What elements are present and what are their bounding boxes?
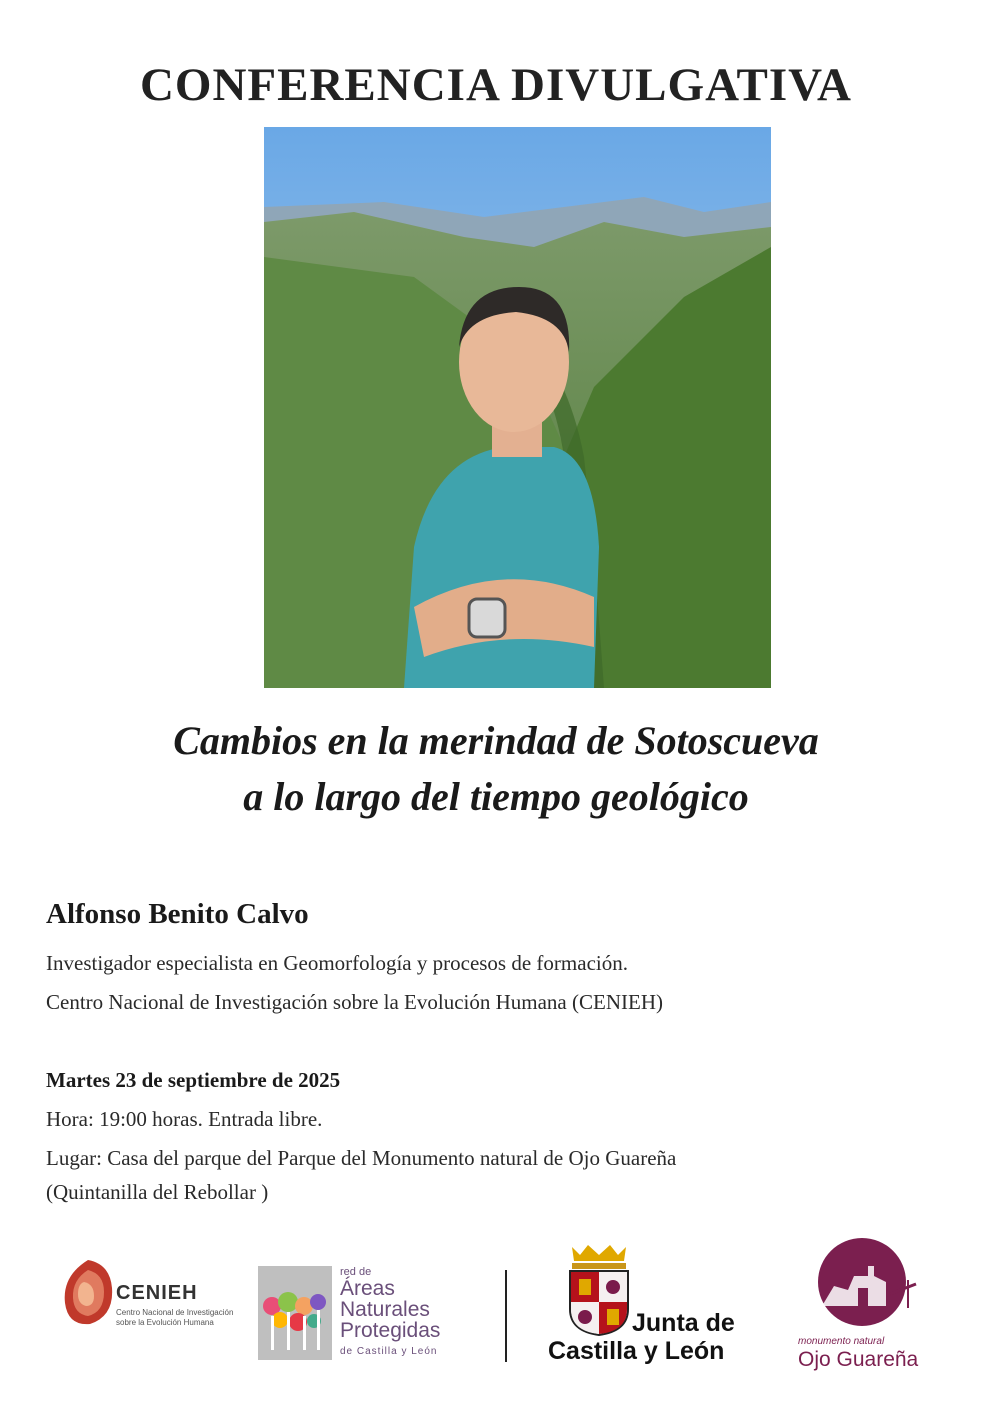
ojo-guarena-line-2: Ojo Guareña (798, 1348, 919, 1371)
talk-title-line-1: Cambios en la merindad de Sotoscueva (173, 718, 819, 763)
red-areas-line-5: de Castilla y León (340, 1346, 438, 1357)
ojo-guarena-logo (798, 1236, 938, 1371)
red-areas-line-1: red de (340, 1266, 372, 1278)
poster-title: CONFERENCIA DIVULGATIVA (139, 59, 852, 111)
event-place-line-1: Lugar: Casa del parque del Parque del Monumento natural de Ojo Guareña (46, 1146, 677, 1170)
speaker-role: Investigador especialista en Geomorfología y procesos de formación. (46, 951, 628, 975)
red-areas-line-4: Protegidas (340, 1319, 441, 1342)
event-date: Martes 23 de septiembre de 2025 (46, 1068, 341, 1092)
talk-title-line-2: a lo largo del tiempo geológico (243, 774, 749, 819)
cenieh-logo-sub-2: sobre la Evolución Humana (116, 1318, 214, 1327)
event-place-line-2: (Quintanilla del Rebollar ) (46, 1180, 269, 1204)
red-areas-naturales-logo (258, 1266, 478, 1366)
church-icon (804, 1236, 924, 1332)
cenieh-logo-sub-1: Centro Nacional de Investigación (116, 1308, 234, 1317)
trees-icon (258, 1266, 332, 1360)
red-areas-line-2: Áreas (340, 1277, 395, 1300)
cenieh-logo-mark-icon (60, 1258, 116, 1328)
cenieh-logo-name: CENIEH (116, 1282, 198, 1304)
talk-title (0, 713, 992, 825)
logo-divider (505, 1270, 507, 1362)
red-areas-line-3: Naturales (340, 1298, 430, 1321)
speaker-institution: Centro Nacional de Investigación sobre la Evolución Humana (CENIEH) (46, 990, 663, 1014)
junta-line-2: Castilla y León (548, 1337, 725, 1365)
coat-of-arms-icon (562, 1243, 636, 1337)
speaker-name: Alfonso Benito Calvo (46, 898, 309, 930)
speaker-photo (264, 127, 771, 688)
junta-castilla-leon-logo (548, 1243, 758, 1368)
junta-line-1: Junta de (632, 1309, 735, 1337)
cenieh-logo (60, 1258, 234, 1338)
ojo-guarena-line-1: monumento natural (798, 1336, 885, 1347)
event-time: Hora: 19:00 horas. Entrada libre. (46, 1107, 323, 1131)
